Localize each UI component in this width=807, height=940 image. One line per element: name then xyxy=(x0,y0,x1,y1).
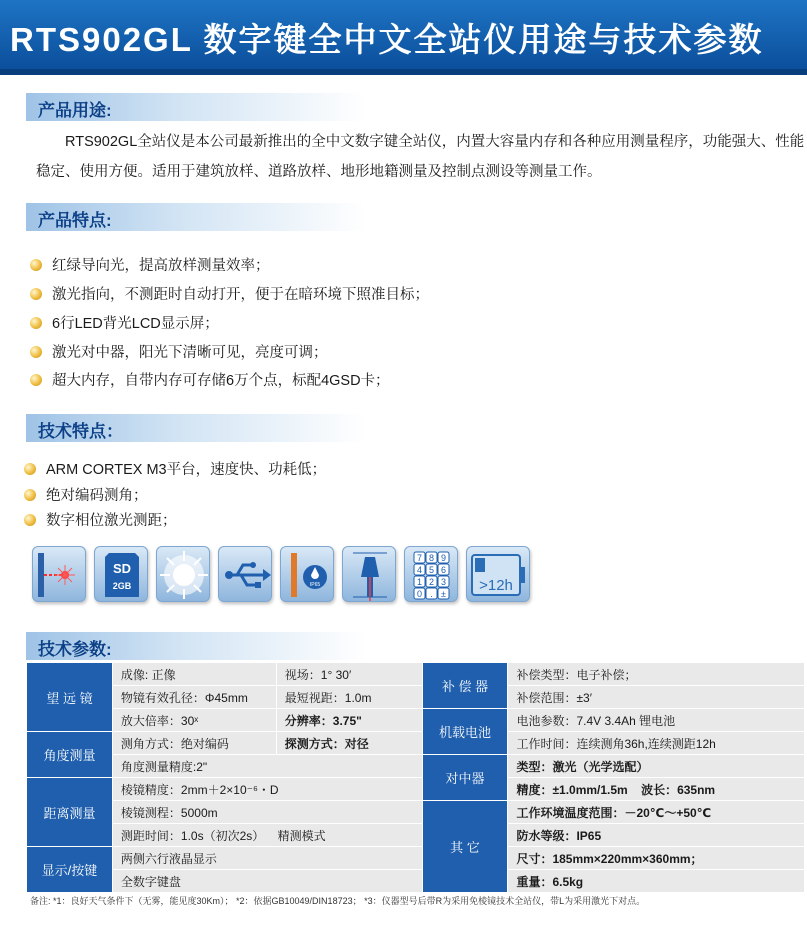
spec-category: 显示/按键 xyxy=(27,847,113,893)
spec-cell: 放大倍率：30ˣ xyxy=(112,709,276,732)
bullet-icon xyxy=(30,288,42,300)
spec-category: 距离测量 xyxy=(27,778,113,847)
spec-cell: 全数字键盘 xyxy=(112,870,422,893)
spec-cell xyxy=(508,778,805,801)
feature-icons-row xyxy=(32,546,542,602)
spec-cell: 测角方式：绝对编码 xyxy=(112,732,276,755)
spec-table xyxy=(26,662,805,893)
bullet-icon xyxy=(24,489,36,501)
feature-text: 红绿导向光，提高放样测量效率； xyxy=(52,258,270,274)
spec-category: 补 偿 器 xyxy=(422,663,508,709)
laser-plummet-icon xyxy=(342,546,396,602)
footnote: 备注: *1：良好天气条件下（无雾，能见度30Km）； *2：依据GB10049/DIN18723； *3：仪器型号后带R为采用免棱镜技术全站仪，带L为采用激光下对点。 xyxy=(30,896,646,906)
spec-cell: 重量：6.5kg xyxy=(508,870,805,893)
bullet-icon xyxy=(30,374,42,386)
table-row xyxy=(27,663,805,686)
table-row xyxy=(27,801,805,824)
ranging-mode: 精测模式 xyxy=(277,828,326,843)
tech-feature-text: 绝对编码测角； xyxy=(46,488,148,504)
usb-icon xyxy=(218,546,272,602)
spec-category: 机载电池 xyxy=(422,709,508,755)
tech-feature-item xyxy=(24,460,326,480)
tech-feature-text: ARM CORTEX M3平台，速度快、功耗低； xyxy=(46,462,327,478)
spec-cell: 棱镜精度：2mm＋2×10⁻⁶・D xyxy=(112,778,422,801)
spec-cell: 物镜有效孔径：Φ45mm xyxy=(112,686,276,709)
spec-cell: 视场：1° 30′ xyxy=(276,663,422,686)
keypad-key-label: ± xyxy=(441,589,446,599)
spec-cell: 探测方式：对径 xyxy=(276,732,422,755)
spec-cell: 两侧六行液晶显示 xyxy=(112,847,422,870)
tech-feature-text: 数字相位激光测距； xyxy=(46,513,177,529)
plummet-accuracy: 精度：±1.0mm/1.5m xyxy=(516,782,628,797)
spec-cell: 电池参数：7.4V 3.4Ah 锂电池 xyxy=(508,709,805,732)
keypad-key-label: 4 xyxy=(416,565,423,575)
bullet-icon xyxy=(30,317,42,329)
spec-cell: 角度测量精度:2" xyxy=(112,755,422,778)
spec-heading-text: 技术参数: xyxy=(38,640,112,659)
spec-category: 其 它 xyxy=(422,801,508,893)
table-row xyxy=(27,824,805,847)
keypad-key-label: 9 xyxy=(440,553,447,563)
spec-cell: 工作时间：连续测角36h,连续测距12h xyxy=(508,732,805,755)
features-heading xyxy=(26,203,366,231)
bullet-icon xyxy=(24,514,36,526)
feature-item xyxy=(30,343,328,363)
tech-features-heading xyxy=(26,414,366,442)
spec-category: 对中器 xyxy=(422,755,508,801)
feature-text: 6行LED背光LCD显示屏； xyxy=(52,316,219,332)
usage-text: RTS902GL全站仪是本公司最新推出的全中文数字键全站仪，内置大容量内存和各种应用测量程序，功能强大、性能稳定、使用方便。适用于建筑放样、道路放样、地形地籍测量及控制点测设等测量工作。 xyxy=(36,134,805,180)
table-row xyxy=(27,686,805,709)
laser-pointer-icon xyxy=(32,546,86,602)
sd-card-icon xyxy=(94,546,148,602)
keypad-key-label: 8 xyxy=(428,553,435,563)
numeric-keypad-icon xyxy=(404,546,458,602)
battery-icon xyxy=(466,546,530,602)
ranging-time: 测距时间：1.0s（初次2s） xyxy=(120,828,265,843)
feature-text: 激光指向，不测距时自动打开，便于在暗环境下照准目标； xyxy=(52,287,429,303)
feature-item xyxy=(30,371,390,391)
page-title: RTS902GL 数字键全中文全站仪用途与技术参数 xyxy=(10,21,764,58)
keypad-key-label: 3 xyxy=(440,577,447,587)
spec-heading xyxy=(26,632,366,660)
feature-item xyxy=(30,256,270,276)
spec-cell: 尺寸：185mm×220mm×360mm； xyxy=(508,847,805,870)
bullet-icon xyxy=(30,259,42,271)
table-row xyxy=(27,755,805,778)
table-row xyxy=(27,778,805,801)
feature-text: 激光对中器，阳光下清晰可见，亮度可调； xyxy=(52,345,328,361)
spec-cell: 防水等级：IP65 xyxy=(508,824,805,847)
spec-cell: 类型：激光（光学选配） xyxy=(508,755,805,778)
plummet-wavelength: 波长：635nm xyxy=(641,782,716,797)
sd-card-label: SD xyxy=(112,561,132,576)
spec-cell: 工作环境温度范围：－20℃～+50℃ xyxy=(508,801,805,824)
keypad-key-label: 7 xyxy=(416,553,423,563)
spec-cell xyxy=(112,824,422,847)
keypad-key-label: 6 xyxy=(440,565,447,575)
keypad-key-label: 2 xyxy=(428,577,435,587)
usage-heading xyxy=(26,93,366,121)
spec-category: 角度测量 xyxy=(27,732,113,778)
backlight-icon xyxy=(156,546,210,602)
feature-item xyxy=(30,285,429,305)
spec-cell: 棱镜测程：5000m xyxy=(112,801,422,824)
title-bar xyxy=(0,0,807,75)
keypad-key-label: 1 xyxy=(416,577,423,587)
tech-feature-item xyxy=(24,511,177,531)
table-row xyxy=(27,847,805,870)
tech-feature-item xyxy=(24,486,148,506)
waterproof-icon xyxy=(280,546,334,602)
keypad-key-label: 5 xyxy=(428,565,435,575)
table-row xyxy=(27,709,805,732)
sd-card-capacity: 2GB xyxy=(112,581,132,591)
bullet-icon xyxy=(30,346,42,358)
keypad-key-label: 0 xyxy=(416,589,423,599)
feature-text: 超大内存，自带内存可存储6万个点，标配4GSD卡； xyxy=(52,373,390,389)
table-row xyxy=(27,870,805,893)
features-heading-text: 产品特点: xyxy=(38,211,112,230)
battery-label: >12h xyxy=(479,577,513,594)
spec-cell: 成像: 正像 xyxy=(112,663,276,686)
keypad-key-label: . xyxy=(430,589,433,599)
usage-heading-text: 产品用途: xyxy=(38,101,112,120)
waterproof-label: IP65 xyxy=(309,582,321,588)
spec-cell: 最短视距：1.0m xyxy=(276,686,422,709)
spec-cell: 分辨率：3.75" xyxy=(276,709,422,732)
bullet-icon xyxy=(24,463,36,475)
spec-cell: 补偿类型：电子补偿； xyxy=(508,663,805,686)
feature-item xyxy=(30,314,219,334)
tech-features-heading-text: 技术特点： xyxy=(38,422,123,441)
spec-category: 望 远 镜 xyxy=(27,663,113,732)
table-row xyxy=(27,732,805,755)
spec-cell: 补偿范围：±3′ xyxy=(508,686,805,709)
